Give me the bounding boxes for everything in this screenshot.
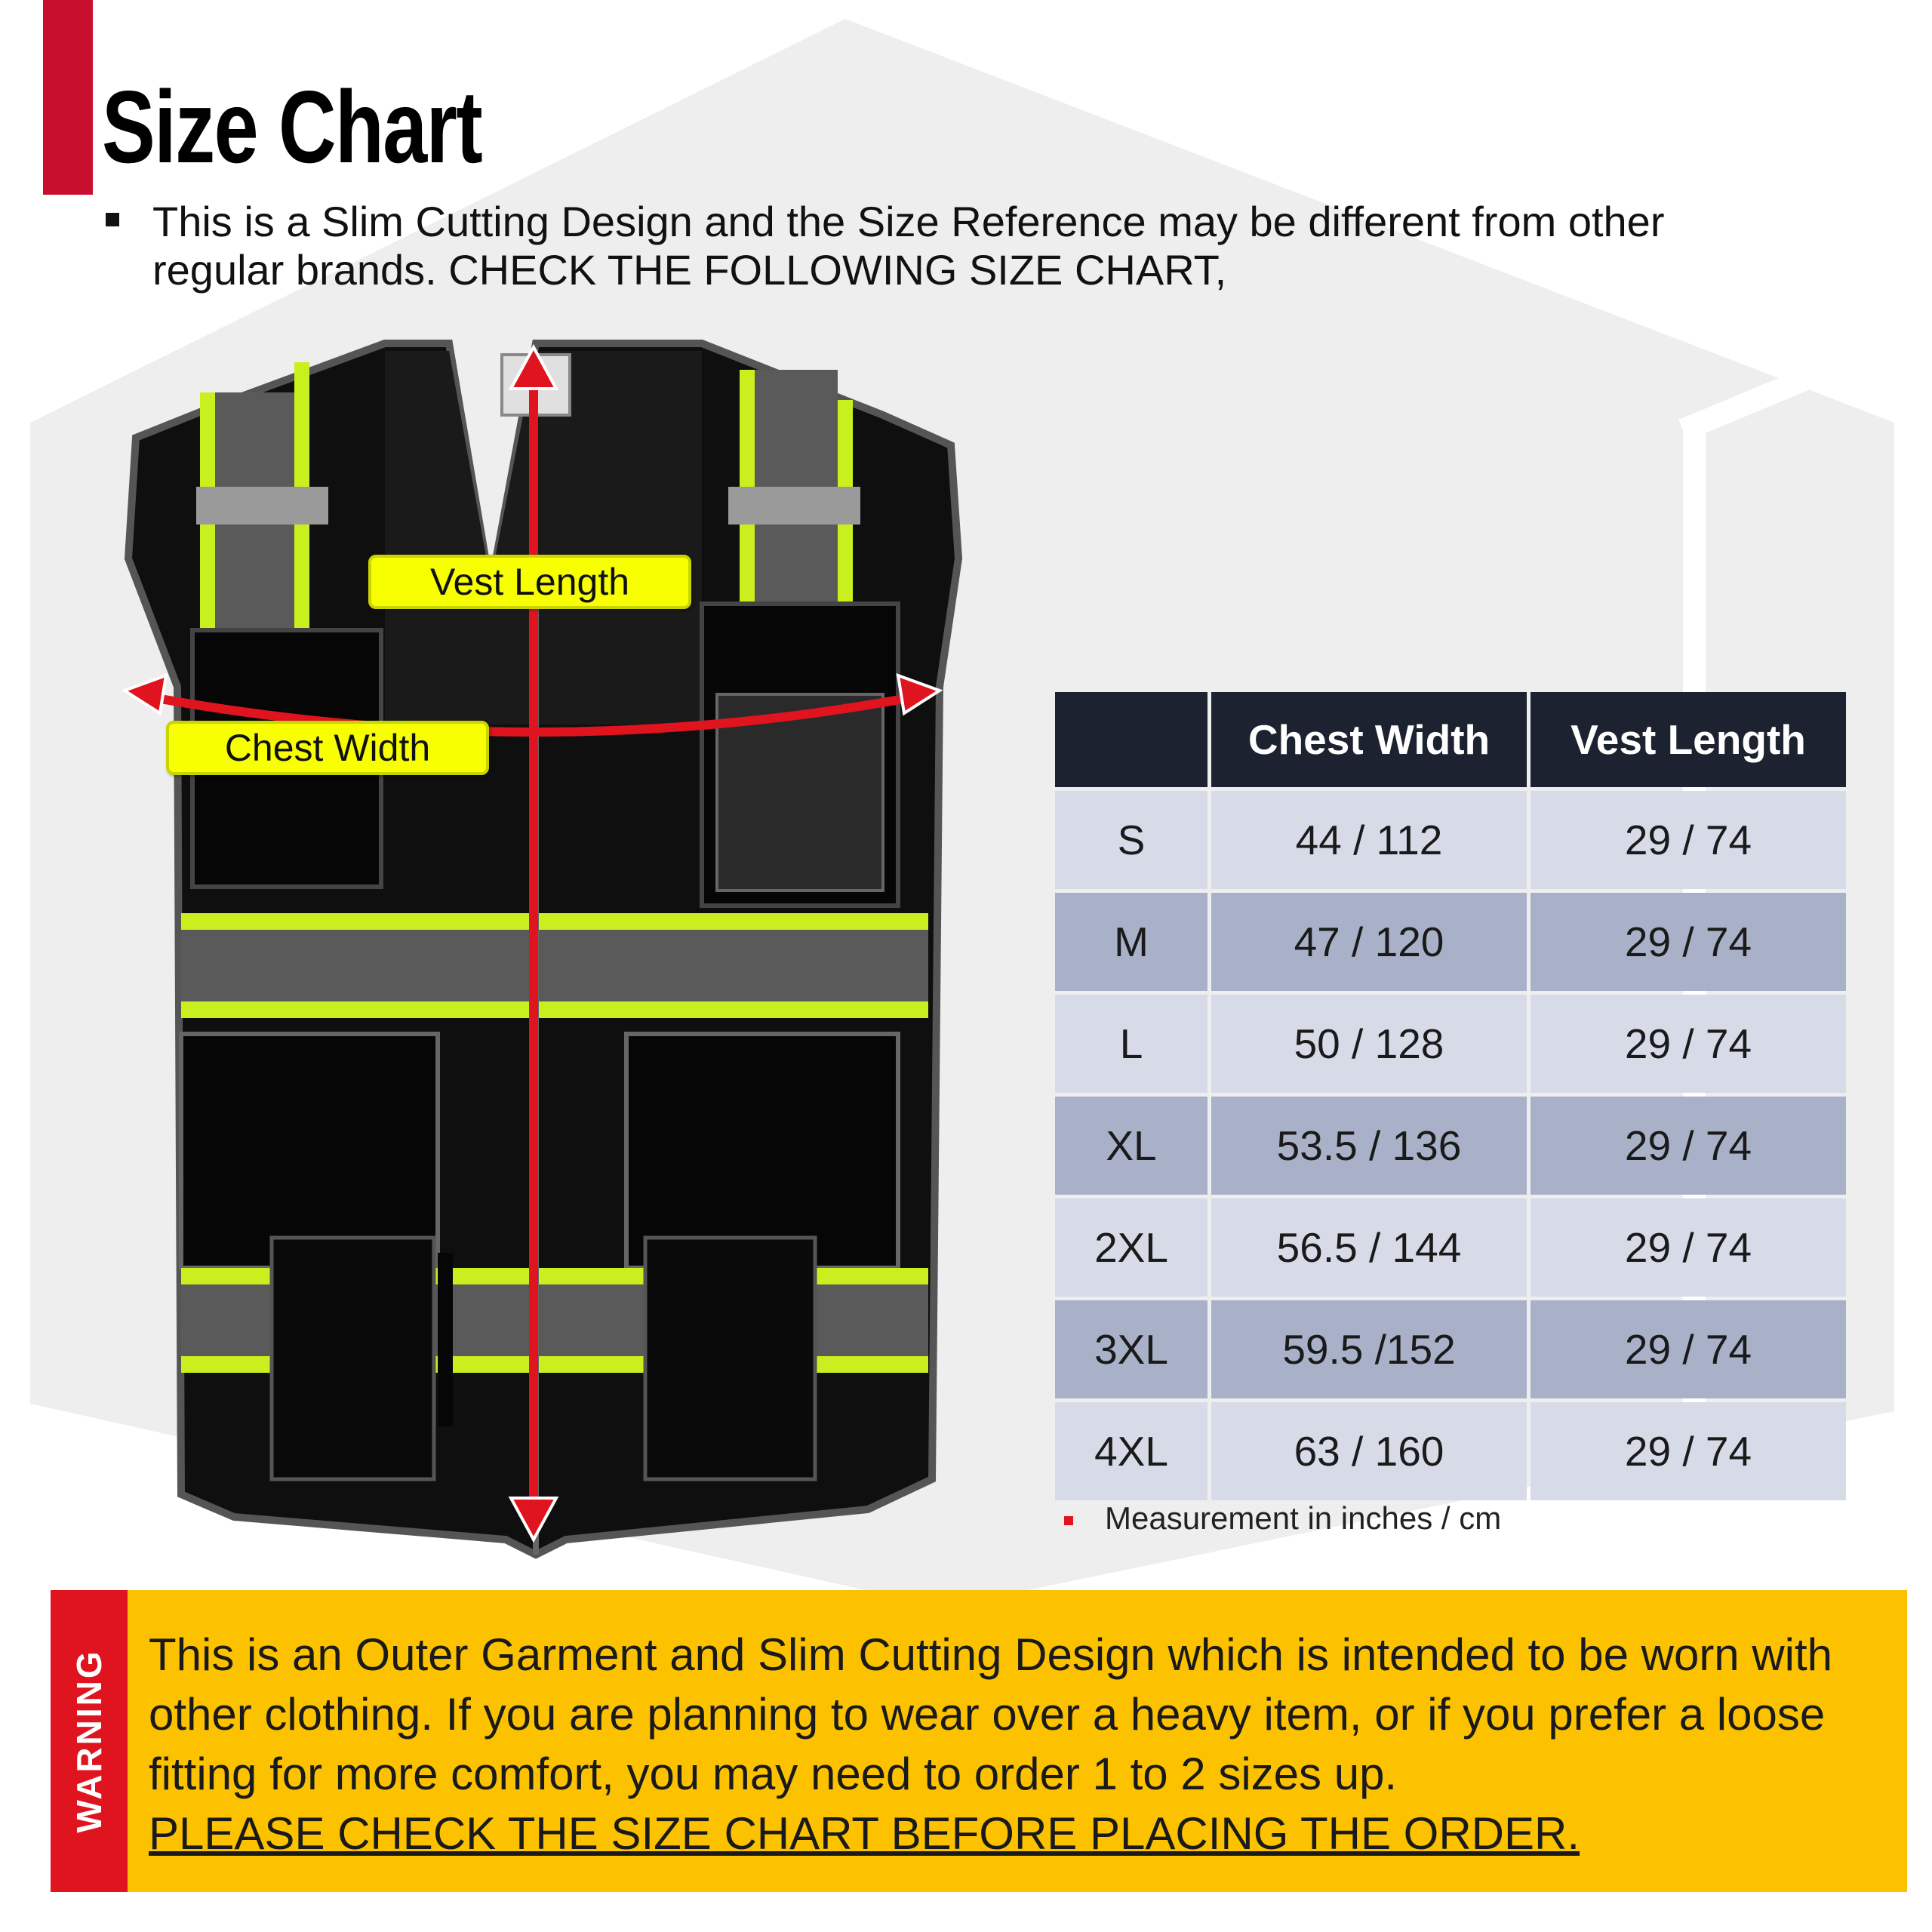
vest-illustration — [113, 332, 981, 1570]
size-table — [1051, 688, 1850, 1504]
size-cell: 4XL — [1055, 1402, 1208, 1500]
chest-width-label: Chest Width — [166, 721, 489, 775]
size-cell: 2XL — [1055, 1198, 1208, 1297]
bullet-icon — [1064, 1516, 1073, 1525]
header-chest-width: Chest Width — [1211, 692, 1527, 787]
warning-box — [51, 1590, 1907, 1892]
length-cell: 29 / 74 — [1531, 1198, 1846, 1297]
chest-cell: 63 / 160 — [1211, 1402, 1527, 1500]
measurement-note — [1064, 1500, 1501, 1537]
warning-side-bar — [51, 1590, 128, 1892]
page-title: Size Chart — [102, 69, 482, 184]
table-row — [1055, 1198, 1846, 1297]
chest-cell: 44 / 112 — [1211, 791, 1527, 889]
vest-length-label: Vest Length — [368, 555, 691, 609]
length-cell: 29 / 74 — [1531, 995, 1846, 1093]
size-table-header — [1055, 692, 1846, 787]
chest-cell: 53.5 / 136 — [1211, 1097, 1527, 1195]
header-vest-length: Vest Length — [1531, 692, 1846, 787]
table-row — [1055, 1300, 1846, 1398]
warning-emphasis: PLEASE CHECK THE SIZE CHART BEFORE PLACING THE ORDER. — [149, 1808, 1580, 1859]
bullet-icon — [106, 213, 119, 226]
size-cell: 3XL — [1055, 1300, 1208, 1398]
header-size — [1055, 692, 1208, 787]
length-cell: 29 / 74 — [1531, 1097, 1846, 1195]
warning-body: This is an Outer Garment and Slim Cutting Design which is intended to be worn with other clothing. If you are planning to wear over a heavy item, or if you prefer a loose fitting for more comfort, you may need to order 1 to 2 sizes up. — [149, 1629, 1833, 1799]
chest-cell: 59.5 /152 — [1211, 1300, 1527, 1398]
measurement-note-text: Measurement in inches / cm — [1105, 1500, 1502, 1536]
intro-text: This is a Slim Cutting Design and the Size Reference may be different from other regular brands. CHECK THE FOLLOWING SIZE CHART, — [152, 198, 1665, 294]
size-cell: L — [1055, 995, 1208, 1093]
size-cell: XL — [1055, 1097, 1208, 1195]
length-cell: 29 / 74 — [1531, 1402, 1846, 1500]
length-cell: 29 / 74 — [1531, 893, 1846, 991]
table-row — [1055, 995, 1846, 1093]
table-row — [1055, 791, 1846, 889]
table-row — [1055, 1402, 1846, 1500]
chest-cell: 47 / 120 — [1211, 893, 1527, 991]
length-cell: 29 / 74 — [1531, 1300, 1846, 1398]
chest-cell: 50 / 128 — [1211, 995, 1527, 1093]
size-cell: S — [1055, 791, 1208, 889]
chest-cell: 56.5 / 144 — [1211, 1198, 1527, 1297]
size-cell: M — [1055, 893, 1208, 991]
length-cell: 29 / 74 — [1531, 791, 1846, 889]
table-row — [1055, 893, 1846, 991]
table-row — [1055, 1097, 1846, 1195]
warning-label: WARNING — [69, 1649, 109, 1833]
warning-text — [149, 1625, 1892, 1863]
title-accent-bar — [43, 0, 93, 195]
